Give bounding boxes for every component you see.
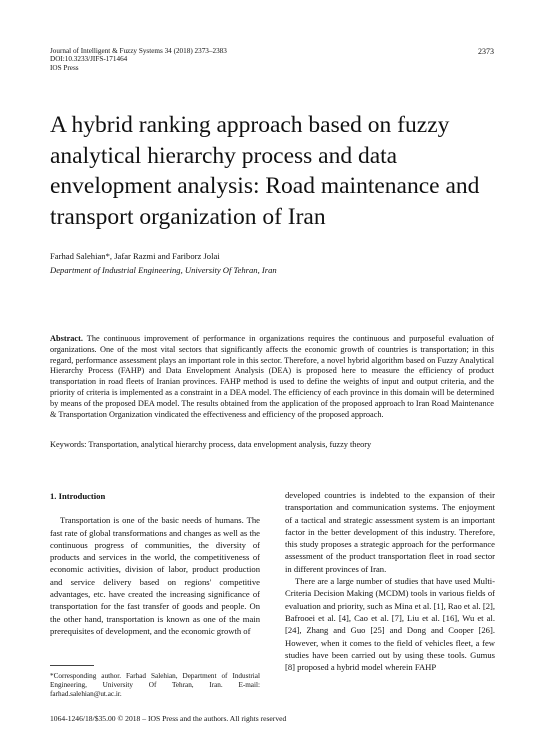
body-paragraph: There are a large number of studies that have used Multi-Criteria Decision Making (MCDM) tools in various fields of evaluation and priority, such as Mina et al. [1], Rao et al. [2], Bafrooei et al. [4], Cao et al. [7], Liu et al. [16], Wu et al. [24], Zhang and Guo [25] and Dong and Cooper [26]. However, when it comes to the field of vehicles fleet, a few studies have been carried out by using these tools. Gumus [8] proposed a hybrid model wherein FAHP xyxy=(285,576,495,673)
journal-header xyxy=(50,47,227,72)
journal-citation: Journal of Intelligent & Fuzzy Systems 34 (2018) 2373–2383 xyxy=(50,47,227,55)
abstract xyxy=(50,334,494,420)
left-column xyxy=(50,490,260,637)
abstract-text: The continuous improvement of performance in organizations requires the continuous and purposeful evaluation of organizations. One of the most vital sectors that significantly affects the economic growth of countries is transportation; in this regard, performance assessment plays an important role in this sector. Therefore, a novel hybrid algorithm based on Fuzzy Analytical Hierarchy Process (FAHP) and Data Envelopment Analysis (DEA) is proposed here to measure the efficiency of product transportation in road fleets of Iranian provinces. FAHP method is used to define the weights of input and output criteria, and the priority of criteria is implemented as a constraint in a DEA model. The efficiency of each province in this domain will be determined by means of the proposed DEA model. The results obtained from the application of the proposed approach to Iran Road Maintenance & Transportation Organization vindicated the effectiveness and efficiency of the proposed approach. xyxy=(50,334,494,419)
keywords: Keywords: Transportation, analytical hierarchy process, data envelopment analysis, fuzzy theory xyxy=(50,440,372,449)
publisher-text: IOS Press xyxy=(50,63,79,72)
abstract-label: Abstract. xyxy=(50,334,83,343)
right-column xyxy=(285,489,495,673)
doi-text: DOI:10.3233/JIFS-171464 xyxy=(50,55,128,64)
paper-title: A hybrid ranking approach based on fuzzy analytical hierarchy process and data envelopment analysis: Road maintenance and transport organization of Iran xyxy=(50,112,480,230)
intro-paragraph: Transportation is one of the basic needs of humans. The fast rate of global transformations and changes as well as the continuous progress of communities, the diversity of products and services in the world, the competitiveness of economic activities, division of labor, product production and service delivery based on regions' competitive advantages, etc. have created the increasing significance of transportation for the fast transfer of goods and people. On the other hand, transportation is known as one of the main prerequisites of development, and the economic growth of xyxy=(50,515,260,636)
page-number: 2373 xyxy=(478,47,494,56)
footnote: *Corresponding author. Farhad Salehian, Department of Industrial Engineering, University Of Tehran, Iran. E-mail: farhad.salehian@ut.ac.ir. xyxy=(50,672,260,698)
body-paragraph: developed countries is indebted to the expansion of their transportation and communication systems. The enjoyment of a tactical and strategic assessment system is an important factor in the better development of this industry. Therefore, this study proposes a strategic approach for the performance assessment of the product transportation fleet in road sector in different provinces of Iran. xyxy=(285,490,495,574)
author-list: Farhad Salehian*, Jafar Razmi and Fariborz Jolai xyxy=(50,251,220,261)
copyright-footer: 1064-1246/18/$35.00 © 2018 – IOS Press and the authors. All rights reserved xyxy=(50,714,287,723)
footnote-divider xyxy=(50,665,94,666)
section-heading: 1. Introduction xyxy=(50,491,106,501)
affiliation: Department of Industrial Engineering, University Of Tehran, Iran xyxy=(50,265,277,275)
